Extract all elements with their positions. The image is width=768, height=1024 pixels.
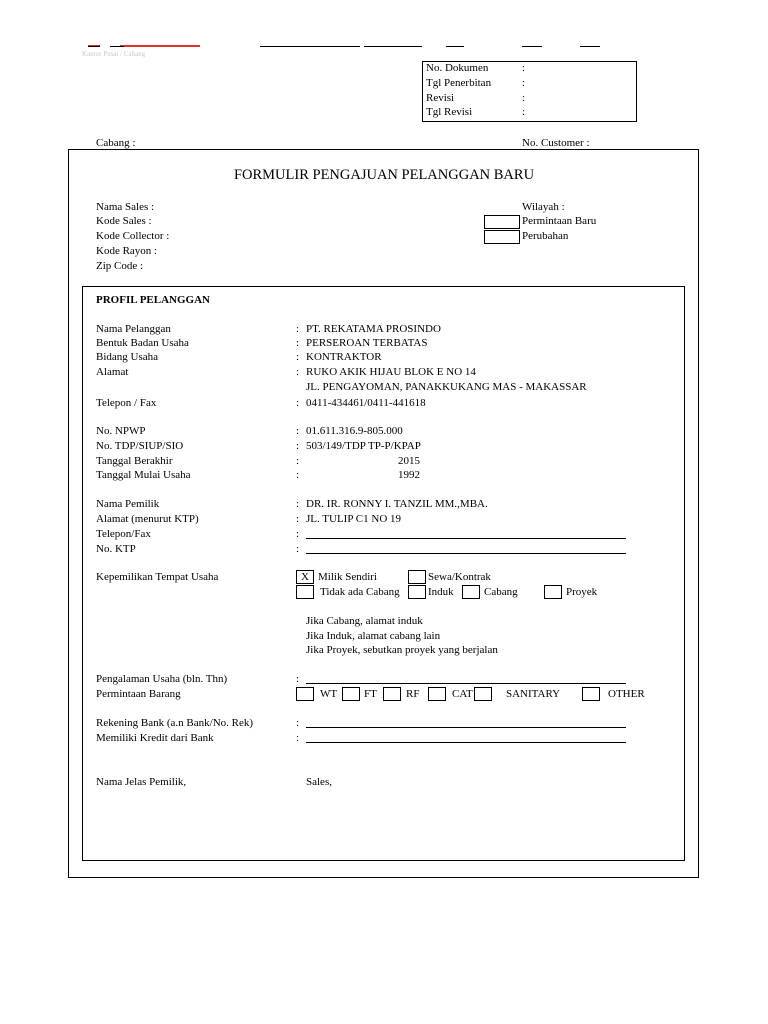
profil-colon: : (296, 440, 300, 452)
wt-label: WT (320, 688, 338, 700)
profil-colon: : (296, 732, 300, 744)
proyek-checkbox[interactable] (544, 585, 562, 599)
no-ktp-line[interactable] (306, 553, 626, 554)
profil-colon: : (296, 498, 300, 510)
permintaan-label: Permintaan Barang (96, 688, 181, 700)
doc-info-value: : (522, 77, 526, 89)
doc-info-label: Revisi (426, 92, 455, 104)
proyek-label: Proyek (566, 586, 598, 598)
profil-colon: : (296, 397, 300, 409)
doc-info-value: : (522, 62, 526, 74)
note-line: Jika Induk, alamat cabang lain (306, 630, 441, 642)
sales-field: Kode Rayon : (96, 245, 158, 257)
doc-info-value: : (522, 106, 526, 118)
permintaan-baru-checkbox[interactable] (484, 215, 520, 229)
profil-label: Nama Pelanggan (96, 323, 171, 335)
note-line: Jika Cabang, alamat induk (306, 615, 423, 627)
induk-label: Induk (428, 586, 454, 598)
sanitary-checkbox[interactable] (474, 687, 492, 701)
profil-colon: : (296, 337, 300, 349)
milik-sendiri-checkbox[interactable]: X (296, 570, 314, 584)
profil-label: Alamat (menurut KTP) (96, 513, 199, 525)
tidak-ada-cabang-label: Tidak ada Cabang (320, 586, 400, 598)
other-label: OTHER (608, 688, 645, 700)
profil-label: No. TDP/SIUP/SIO (96, 440, 184, 452)
profil-value: PT. REKATAMA PROSINDO (306, 323, 441, 335)
sewa-kontrak-label: Sewa/Kontrak (428, 571, 491, 583)
profil-label: Tanggal Mulai Usaha (96, 469, 191, 481)
sales-field: Kode Sales : (96, 215, 152, 227)
sales-field: Zip Code : (96, 260, 144, 272)
profil-label: No. NPWP (96, 425, 146, 437)
profil-colon: : (296, 513, 300, 525)
doc-info-value: : (522, 92, 526, 104)
profil-value: JL. TULIP C1 NO 19 (306, 513, 402, 525)
telepon-fax-line[interactable] (306, 538, 626, 539)
profil-colon: : (296, 425, 300, 437)
wt-checkbox[interactable] (296, 687, 314, 701)
header-accent-line (120, 45, 200, 47)
profil-label: Telepon/Fax (96, 528, 151, 540)
cat-label: CAT (452, 688, 473, 700)
milik-sendiri-label: Milik Sendiri (318, 571, 377, 583)
cabang-label: Cabang : (96, 137, 136, 149)
profil-value: RUKO AKIK HIJAU BLOK E NO 14 (306, 366, 476, 378)
profil-colon: : (296, 351, 300, 363)
note-line: Jika Proyek, sebutkan proyek yang berjalan (306, 644, 498, 656)
profil-colon: : (296, 323, 300, 335)
rf-label: RF (406, 688, 420, 700)
pengalaman-line[interactable] (306, 683, 626, 684)
profil-label: Telepon / Fax (96, 397, 157, 409)
header-line (580, 46, 600, 47)
profil-colon: : (296, 366, 300, 378)
header-line (88, 46, 100, 47)
rekening-label: Rekening Bank (a.n Bank/No. Rek) (96, 717, 254, 729)
profil-colon: : (296, 717, 300, 729)
profil-value: 1992 (398, 469, 420, 481)
perubahan-checkbox[interactable] (484, 230, 520, 244)
doc-info-label: Tgl Penerbitan (426, 77, 492, 89)
profil-heading: PROFIL PELANGGAN (96, 294, 210, 306)
kredit-label: Memiliki Kredit dari Bank (96, 732, 214, 744)
sanitary-label: SANITARY (506, 688, 561, 700)
profil-value: DR. IR. RONNY I. TANZIL MM.,MBA. (306, 498, 488, 510)
kepemilikan-label: Kepemilikan Tempat Usaha (96, 571, 219, 583)
other-checkbox[interactable] (582, 687, 600, 701)
ft-checkbox[interactable] (342, 687, 360, 701)
profil-value: 0411-434461/0411-441618 (306, 397, 426, 409)
header-line (446, 46, 464, 47)
pengalaman-label: Pengalaman Usaha (bln. Thn) (96, 673, 228, 685)
cabang-checkbox[interactable] (462, 585, 480, 599)
profil-colon: : (296, 455, 300, 467)
tidak-ada-cabang-checkbox[interactable] (296, 585, 314, 599)
nama-jelas-label: Nama Jelas Pemilik, (96, 776, 187, 788)
perubahan-label: Perubahan (522, 230, 569, 242)
doc-info-label: No. Dokumen (426, 62, 489, 74)
profil-value: 01.611.316.9-805.000 (306, 425, 403, 437)
no-customer-label: No. Customer : (522, 137, 590, 149)
profil-label: Bentuk Badan Usaha (96, 337, 189, 349)
rekening-line[interactable] (306, 727, 626, 728)
header-line (110, 46, 124, 47)
header-line (260, 46, 360, 47)
profil-label: Bidang Usaha (96, 351, 159, 363)
cat-checkbox[interactable] (428, 687, 446, 701)
sales-field: Nama Sales : (96, 201, 155, 213)
profil-colon: : (296, 543, 300, 555)
profil-value: 503/149/TDP TP-P/KPAP (306, 440, 421, 452)
doc-info-label: Tgl Revisi (426, 106, 473, 118)
ft-label: FT (364, 688, 377, 700)
sales-field: Kode Collector : (96, 230, 170, 242)
permintaan-baru-label: Permintaan Baru (522, 215, 597, 227)
sales-signature-label: Sales, (306, 776, 332, 788)
profil-value: KONTRAKTOR (306, 351, 382, 363)
cabang-option-label: Cabang (484, 586, 518, 598)
profil-colon: : (296, 673, 300, 685)
faint-header-text: Kantor Pusat / Cabang (82, 50, 146, 58)
induk-checkbox[interactable] (408, 585, 426, 599)
profil-label: Nama Pemilik (96, 498, 160, 510)
wilayah-label: Wilayah : (522, 201, 565, 213)
sewa-kontrak-checkbox[interactable] (408, 570, 426, 584)
rf-checkbox[interactable] (383, 687, 401, 701)
profil-colon: : (296, 528, 300, 540)
profil-label: Tanggal Berakhir (96, 455, 173, 467)
profil-value: 2015 (398, 455, 420, 467)
header-line (364, 46, 422, 47)
profil-label: No. KTP (96, 543, 136, 555)
profil-colon: : (296, 469, 300, 481)
header-line (522, 46, 542, 47)
kredit-line[interactable] (306, 742, 626, 743)
profil-label: Alamat (96, 366, 129, 378)
profil-value: JL. PENGAYOMAN, PANAKKUKANG MAS - MAKASSAR (306, 381, 587, 393)
profil-value: PERSEROAN TERBATAS (306, 337, 428, 349)
form-title: FORMULIR PENGAJUAN PELANGGAN BARU (233, 167, 535, 183)
